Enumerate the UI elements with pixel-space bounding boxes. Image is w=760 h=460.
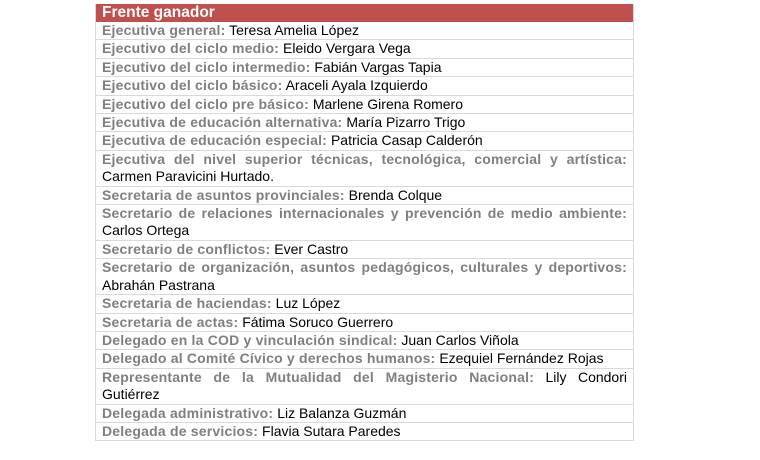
role-label: Secretaria de asuntos provinciales: [102, 186, 345, 203]
person-name: Ezequiel Fernández Rojas [439, 350, 604, 367]
table-row [96, 332, 633, 350]
role-label: Representante de la Mutualidad del Magisterio Nacional: [102, 368, 535, 385]
role-label: Delegada de servicios: [102, 422, 259, 439]
person-name: Fátima Soruco Guerrero [242, 313, 394, 330]
person-name: Abrahán Pastrana [102, 276, 215, 293]
table-row [96, 40, 633, 58]
table-row [96, 241, 633, 259]
person-name: Teresa Amelia López [229, 22, 360, 38]
table-row [96, 369, 633, 405]
table-row [96, 132, 633, 150]
table-row [96, 77, 633, 95]
person-name: Ever Castro [274, 240, 349, 257]
person-name: Araceli Ayala Izquierdo [285, 77, 428, 94]
person-name: Brenda Colque [348, 186, 443, 203]
role-label: Ejecutivo del ciclo intermedio: [102, 58, 311, 75]
person-name: Marlene Girena Romero [312, 95, 463, 112]
person-name: Flavia Sutara Paredes [262, 422, 401, 439]
role-label: Ejecutiva de educación alternativa: [102, 114, 343, 131]
table-row [96, 405, 633, 423]
table-row [96, 22, 633, 40]
role-label: Delegado al Comité Cívico y derechos humanos: [102, 350, 436, 367]
authorities-table [95, 4, 634, 441]
table-row [96, 151, 633, 187]
person-name: Carlos Ortega [102, 222, 190, 239]
role-label: Ejecutivo del ciclo medio: [102, 40, 280, 57]
table-row [96, 205, 633, 241]
person-name: Juan Carlos Viñola [401, 331, 519, 348]
table-header: Frente ganador [96, 4, 633, 22]
table-row [96, 187, 633, 205]
role-label: Ejecutivo del ciclo básico: [102, 77, 283, 94]
table-row [96, 423, 633, 441]
role-label: Secretario de relaciones internacionales y prevención de medio ambiente: [102, 205, 627, 222]
table-row [96, 314, 633, 332]
person-name: Lily Condori Gutiérrez [102, 368, 627, 403]
table-row [96, 114, 633, 132]
role-label: Secretario de organización, asuntos pedagógicos, culturales y deportivos: [102, 259, 627, 276]
role-label: Secretario de conflictos: [102, 240, 271, 257]
person-name: Carmen Paravicini Hurtado. [102, 168, 274, 185]
person-name: Fabián Vargas Tapia [314, 58, 442, 75]
table-row [96, 295, 633, 313]
role-label: Ejecutivo del ciclo pre básico: [102, 95, 309, 112]
person-name: Patricia Casap Calderón [330, 132, 483, 149]
role-label: Secretaria de haciendas: [102, 295, 272, 312]
person-name: Luz López [275, 295, 341, 312]
person-name: Liz Balanza Guzmán [277, 404, 407, 421]
table-row [96, 59, 633, 77]
role-label: Ejecutiva de educación especial: [102, 132, 328, 149]
role-label: Delegado en la COD y vinculación sindical: [102, 331, 398, 348]
person-name: Eleido Vergara Vega [283, 40, 411, 57]
person-name: María Pizarro Trigo [346, 114, 466, 131]
role-label: Ejecutiva general: [102, 22, 226, 38]
role-label: Delegada administrativo: [102, 404, 274, 421]
table-row [96, 96, 633, 114]
role-label: Secretaria de actas: [102, 313, 239, 330]
table-row [96, 350, 633, 368]
role-label: Ejecutiva del nivel superior técnicas, tecnológica, comercial y artística: [102, 150, 627, 167]
table-row [96, 259, 633, 295]
